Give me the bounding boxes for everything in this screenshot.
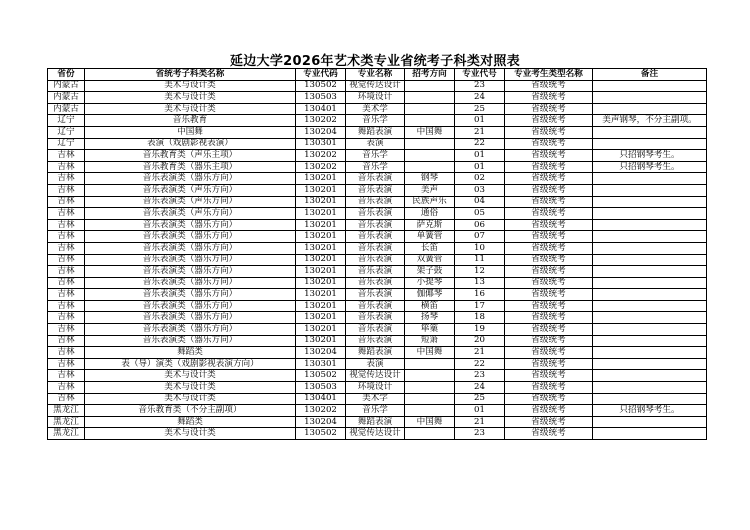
cell-subcategory: 表（导）演类（戏剧影视表演方向） <box>85 358 296 370</box>
cell-remarks <box>593 92 707 104</box>
cell-remarks <box>593 196 707 208</box>
cell-remarks: 只招钢琴考生。 <box>593 161 707 173</box>
cell-major-code: 130201 <box>296 312 346 324</box>
cell-subcategory: 音乐表演类（器乐方向） <box>85 324 296 336</box>
cell-subcategory: 音乐表演类（器乐方向） <box>85 335 296 347</box>
cell-candidate-type: 省级统考 <box>505 428 593 440</box>
cell-candidate-type: 省级统考 <box>505 335 593 347</box>
cell-candidate-type: 省级统考 <box>505 219 593 231</box>
cell-remarks <box>593 416 707 428</box>
cell-province: 吉林 <box>48 184 85 196</box>
table-row <box>48 428 707 440</box>
header-candidate-type: 专业考生类型名称 <box>505 69 593 81</box>
cell-candidate-type: 省级统考 <box>505 266 593 278</box>
cell-major-number: 02 <box>455 173 505 185</box>
cell-subcategory: 音乐表演类（声乐方向） <box>85 208 296 220</box>
cell-province: 吉林 <box>48 266 85 278</box>
cell-direction <box>405 103 455 115</box>
cell-remarks <box>593 347 707 359</box>
cell-candidate-type: 省级统考 <box>505 300 593 312</box>
cell-major-name: 音乐学 <box>346 405 405 417</box>
cell-province: 辽宁 <box>48 126 85 138</box>
cell-major-code: 130201 <box>296 173 346 185</box>
cell-subcategory: 音乐表演类（器乐方向） <box>85 242 296 254</box>
table-row <box>48 405 707 417</box>
cell-major-name: 音乐表演 <box>346 184 405 196</box>
cell-province: 内蒙古 <box>48 92 85 104</box>
cell-candidate-type: 省级统考 <box>505 324 593 336</box>
cell-subcategory: 美术与设计类 <box>85 103 296 115</box>
table-row <box>48 335 707 347</box>
cell-candidate-type: 省级统考 <box>505 358 593 370</box>
table-row <box>48 173 707 185</box>
cell-direction <box>405 115 455 127</box>
cell-remarks <box>593 126 707 138</box>
table-row <box>48 324 707 336</box>
cell-major-name: 舞蹈表演 <box>346 416 405 428</box>
cell-remarks <box>593 266 707 278</box>
cell-subcategory: 音乐表演类（器乐方向） <box>85 173 296 185</box>
cell-province: 吉林 <box>48 277 85 289</box>
cell-province: 吉林 <box>48 300 85 312</box>
cell-province: 黑龙江 <box>48 405 85 417</box>
cell-major-code: 130201 <box>296 324 346 336</box>
cell-direction <box>405 428 455 440</box>
cell-remarks <box>593 358 707 370</box>
cell-direction <box>405 161 455 173</box>
cell-major-name: 音乐学 <box>346 115 405 127</box>
cell-subcategory: 音乐教育类（不分主副项） <box>85 405 296 417</box>
cell-major-number: 22 <box>455 358 505 370</box>
cell-remarks: 美声钢琴，不分主副项。 <box>593 115 707 127</box>
cell-direction: 通俗 <box>405 208 455 220</box>
cell-subcategory: 美术与设计类 <box>85 370 296 382</box>
cell-major-number: 04 <box>455 196 505 208</box>
cell-major-name: 音乐表演 <box>346 312 405 324</box>
cell-remarks <box>593 173 707 185</box>
header-direction: 招考方向 <box>405 69 455 81</box>
cell-province: 吉林 <box>48 196 85 208</box>
cell-major-number: 19 <box>455 324 505 336</box>
cell-direction <box>405 138 455 150</box>
cell-remarks <box>593 393 707 405</box>
table-row <box>48 208 707 220</box>
cell-candidate-type: 省级统考 <box>505 173 593 185</box>
cell-direction: 钢琴 <box>405 173 455 185</box>
cell-subcategory: 美术与设计类 <box>85 382 296 394</box>
table-row <box>48 242 707 254</box>
cell-direction <box>405 150 455 162</box>
cell-major-number: 11 <box>455 254 505 266</box>
cell-province: 吉林 <box>48 358 85 370</box>
cell-candidate-type: 省级统考 <box>505 289 593 301</box>
table-row <box>48 266 707 278</box>
cell-remarks <box>593 324 707 336</box>
table-row <box>48 184 707 196</box>
cell-major-code: 130201 <box>296 242 346 254</box>
cell-remarks <box>593 335 707 347</box>
cell-direction: 中国舞 <box>405 347 455 359</box>
table-body <box>48 80 707 439</box>
cell-subcategory: 音乐表演类（声乐方向） <box>85 184 296 196</box>
cell-direction: 架子鼓 <box>405 266 455 278</box>
cell-province: 吉林 <box>48 324 85 336</box>
cell-major-name: 音乐表演 <box>346 208 405 220</box>
cell-major-name: 音乐表演 <box>346 242 405 254</box>
cell-province: 吉林 <box>48 219 85 231</box>
cell-major-code: 130401 <box>296 103 346 115</box>
cell-candidate-type: 省级统考 <box>505 161 593 173</box>
cell-major-number: 22 <box>455 138 505 150</box>
cell-major-code: 130202 <box>296 150 346 162</box>
cell-province: 辽宁 <box>48 115 85 127</box>
cell-subcategory: 音乐表演类（器乐方向） <box>85 266 296 278</box>
cell-major-name: 音乐表演 <box>346 231 405 243</box>
cell-candidate-type: 省级统考 <box>505 393 593 405</box>
cell-candidate-type: 省级统考 <box>505 242 593 254</box>
table-row <box>48 416 707 428</box>
table-row <box>48 312 707 324</box>
cell-remarks <box>593 208 707 220</box>
cell-subcategory: 中国舞 <box>85 126 296 138</box>
cell-major-number: 12 <box>455 266 505 278</box>
cell-major-number: 06 <box>455 219 505 231</box>
cell-major-number: 01 <box>455 115 505 127</box>
cell-major-number: 21 <box>455 126 505 138</box>
cell-direction: 单簧管 <box>405 231 455 243</box>
cell-major-code: 130201 <box>296 196 346 208</box>
cell-major-name: 视觉传达设计 <box>346 428 405 440</box>
header-major-number: 专业代号 <box>455 69 505 81</box>
cell-remarks <box>593 428 707 440</box>
cell-remarks <box>593 242 707 254</box>
cell-remarks <box>593 80 707 92</box>
cell-remarks <box>593 138 707 150</box>
cell-candidate-type: 省级统考 <box>505 277 593 289</box>
cell-province: 吉林 <box>48 289 85 301</box>
cell-remarks <box>593 184 707 196</box>
cell-direction <box>405 370 455 382</box>
cell-direction <box>405 358 455 370</box>
cell-major-number: 21 <box>455 416 505 428</box>
cell-major-number: 21 <box>455 347 505 359</box>
cell-candidate-type: 省级统考 <box>505 80 593 92</box>
table-row <box>48 358 707 370</box>
cell-direction: 长笛 <box>405 242 455 254</box>
cell-candidate-type: 省级统考 <box>505 416 593 428</box>
cell-major-code: 130503 <box>296 92 346 104</box>
cell-major-number: 10 <box>455 242 505 254</box>
cell-major-name: 美术学 <box>346 103 405 115</box>
header-province: 省份 <box>48 69 85 81</box>
table-row <box>48 103 707 115</box>
cell-province: 内蒙古 <box>48 103 85 115</box>
cell-subcategory: 音乐表演类（声乐方向） <box>85 196 296 208</box>
cell-major-code: 130201 <box>296 335 346 347</box>
cell-major-name: 表演 <box>346 358 405 370</box>
cell-subcategory: 美术与设计类 <box>85 92 296 104</box>
table-row <box>48 161 707 173</box>
cell-major-name: 音乐学 <box>346 161 405 173</box>
cell-direction: 双簧管 <box>405 254 455 266</box>
cell-major-name: 音乐表演 <box>346 196 405 208</box>
cell-major-code: 130204 <box>296 416 346 428</box>
cell-major-name: 舞蹈表演 <box>346 347 405 359</box>
cell-subcategory: 音乐教育 <box>85 115 296 127</box>
comparison-table <box>47 68 707 440</box>
cell-candidate-type: 省级统考 <box>505 138 593 150</box>
cell-major-name: 音乐表演 <box>346 266 405 278</box>
cell-remarks <box>593 277 707 289</box>
cell-direction: 伽倻琴 <box>405 289 455 301</box>
cell-remarks <box>593 289 707 301</box>
cell-direction <box>405 92 455 104</box>
cell-major-number: 16 <box>455 289 505 301</box>
cell-candidate-type: 省级统考 <box>505 196 593 208</box>
cell-remarks <box>593 370 707 382</box>
cell-major-number: 05 <box>455 208 505 220</box>
cell-candidate-type: 省级统考 <box>505 231 593 243</box>
cell-province: 吉林 <box>48 242 85 254</box>
cell-province: 吉林 <box>48 208 85 220</box>
cell-candidate-type: 省级统考 <box>505 92 593 104</box>
cell-major-number: 03 <box>455 184 505 196</box>
cell-major-code: 130201 <box>296 254 346 266</box>
cell-direction: 民族声乐 <box>405 196 455 208</box>
cell-direction: 小提琴 <box>405 277 455 289</box>
cell-direction <box>405 405 455 417</box>
table-row <box>48 196 707 208</box>
cell-remarks <box>593 231 707 243</box>
header-major-name: 专业名称 <box>346 69 405 81</box>
cell-province: 吉林 <box>48 254 85 266</box>
cell-remarks <box>593 382 707 394</box>
cell-province: 辽宁 <box>48 138 85 150</box>
cell-major-number: 24 <box>455 92 505 104</box>
cell-major-code: 130301 <box>296 358 346 370</box>
cell-candidate-type: 省级统考 <box>505 103 593 115</box>
table-row <box>48 126 707 138</box>
cell-subcategory: 音乐表演类（器乐方向） <box>85 277 296 289</box>
cell-candidate-type: 省级统考 <box>505 405 593 417</box>
cell-major-code: 130201 <box>296 219 346 231</box>
cell-major-code: 130201 <box>296 231 346 243</box>
cell-major-number: 17 <box>455 300 505 312</box>
cell-major-name: 视觉传达设计 <box>346 370 405 382</box>
cell-candidate-type: 省级统考 <box>505 126 593 138</box>
table-row <box>48 347 707 359</box>
cell-province: 吉林 <box>48 312 85 324</box>
cell-subcategory: 音乐教育类（声乐主项） <box>85 150 296 162</box>
cell-major-code: 130301 <box>296 138 346 150</box>
cell-major-name: 环境设计 <box>346 92 405 104</box>
cell-province: 吉林 <box>48 393 85 405</box>
cell-major-name: 音乐表演 <box>346 277 405 289</box>
cell-province: 吉林 <box>48 335 85 347</box>
table-row <box>48 289 707 301</box>
table-row <box>48 254 707 266</box>
cell-candidate-type: 省级统考 <box>505 115 593 127</box>
table-row <box>48 382 707 394</box>
cell-major-name: 音乐表演 <box>346 324 405 336</box>
cell-direction <box>405 80 455 92</box>
cell-major-name: 舞蹈表演 <box>346 126 405 138</box>
cell-major-number: 18 <box>455 312 505 324</box>
cell-major-code: 130201 <box>296 266 346 278</box>
header-remarks: 备注 <box>593 69 707 81</box>
cell-major-code: 130201 <box>296 208 346 220</box>
cell-major-number: 25 <box>455 103 505 115</box>
cell-major-name: 音乐表演 <box>346 173 405 185</box>
cell-major-code: 130204 <box>296 126 346 138</box>
cell-major-code: 130502 <box>296 428 346 440</box>
cell-direction: 短箫 <box>405 335 455 347</box>
cell-major-number: 25 <box>455 393 505 405</box>
table-row <box>48 219 707 231</box>
cell-province: 吉林 <box>48 370 85 382</box>
cell-direction: 扬琴 <box>405 312 455 324</box>
table-row <box>48 300 707 312</box>
cell-province: 黑龙江 <box>48 416 85 428</box>
cell-subcategory: 舞蹈类 <box>85 416 296 428</box>
cell-province: 吉林 <box>48 173 85 185</box>
cell-major-code: 130202 <box>296 115 346 127</box>
cell-direction: 美声 <box>405 184 455 196</box>
table-row <box>48 393 707 405</box>
cell-direction <box>405 393 455 405</box>
cell-major-number: 01 <box>455 150 505 162</box>
cell-major-number: 23 <box>455 370 505 382</box>
cell-subcategory: 美术与设计类 <box>85 393 296 405</box>
cell-major-number: 13 <box>455 277 505 289</box>
cell-major-code: 130201 <box>296 289 346 301</box>
cell-subcategory: 美术与设计类 <box>85 80 296 92</box>
cell-direction: 中国舞 <box>405 416 455 428</box>
cell-major-code: 130201 <box>296 184 346 196</box>
cell-province: 黑龙江 <box>48 428 85 440</box>
cell-major-name: 音乐学 <box>346 150 405 162</box>
cell-major-number: 24 <box>455 382 505 394</box>
cell-major-number: 01 <box>455 405 505 417</box>
cell-major-code: 130401 <box>296 393 346 405</box>
cell-major-code: 130202 <box>296 161 346 173</box>
cell-major-name: 表演 <box>346 138 405 150</box>
table-row <box>48 150 707 162</box>
cell-remarks <box>593 219 707 231</box>
header-major-code: 专业代码 <box>296 69 346 81</box>
cell-subcategory: 音乐表演类（器乐方向） <box>85 219 296 231</box>
cell-direction: 横笛 <box>405 300 455 312</box>
cell-major-name: 音乐表演 <box>346 254 405 266</box>
cell-remarks <box>593 254 707 266</box>
cell-remarks <box>593 103 707 115</box>
cell-direction: 萨克斯 <box>405 219 455 231</box>
cell-major-name: 音乐表演 <box>346 289 405 301</box>
cell-major-name: 音乐表演 <box>346 219 405 231</box>
cell-candidate-type: 省级统考 <box>505 254 593 266</box>
cell-major-number: 23 <box>455 80 505 92</box>
cell-direction: 筚篥 <box>405 324 455 336</box>
cell-remarks <box>593 300 707 312</box>
cell-major-code: 130202 <box>296 405 346 417</box>
cell-major-code: 130503 <box>296 382 346 394</box>
table-row <box>48 370 707 382</box>
cell-candidate-type: 省级统考 <box>505 370 593 382</box>
cell-candidate-type: 省级统考 <box>505 382 593 394</box>
cell-major-code: 130201 <box>296 277 346 289</box>
cell-province: 吉林 <box>48 231 85 243</box>
table-row <box>48 80 707 92</box>
cell-major-name: 音乐表演 <box>346 335 405 347</box>
cell-candidate-type: 省级统考 <box>505 208 593 220</box>
cell-major-name: 美术学 <box>346 393 405 405</box>
cell-major-code: 130201 <box>296 300 346 312</box>
cell-major-name: 音乐表演 <box>346 300 405 312</box>
cell-subcategory: 表演（戏剧影视表演） <box>85 138 296 150</box>
cell-province: 吉林 <box>48 161 85 173</box>
cell-direction <box>405 382 455 394</box>
cell-major-code: 130502 <box>296 370 346 382</box>
cell-candidate-type: 省级统考 <box>505 150 593 162</box>
cell-province: 吉林 <box>48 382 85 394</box>
cell-major-number: 01 <box>455 161 505 173</box>
cell-major-code: 130502 <box>296 80 346 92</box>
table-row <box>48 277 707 289</box>
header-subcategory: 省统考子科类名称 <box>85 69 296 81</box>
cell-direction: 中国舞 <box>405 126 455 138</box>
cell-major-number: 07 <box>455 231 505 243</box>
cell-province: 吉林 <box>48 347 85 359</box>
cell-province: 吉林 <box>48 150 85 162</box>
cell-remarks <box>593 312 707 324</box>
cell-subcategory: 舞蹈类 <box>85 347 296 359</box>
cell-candidate-type: 省级统考 <box>505 347 593 359</box>
cell-subcategory: 音乐教育类（器乐主项） <box>85 161 296 173</box>
cell-major-number: 23 <box>455 428 505 440</box>
cell-subcategory: 音乐表演类（器乐方向） <box>85 231 296 243</box>
cell-major-name: 环境设计 <box>346 382 405 394</box>
cell-subcategory: 音乐表演类（器乐方向） <box>85 254 296 266</box>
cell-subcategory: 音乐表演类（器乐方向） <box>85 289 296 301</box>
table-row <box>48 92 707 104</box>
table-row <box>48 231 707 243</box>
cell-remarks: 只招钢琴考生。 <box>593 150 707 162</box>
cell-candidate-type: 省级统考 <box>505 312 593 324</box>
cell-remarks: 只招钢琴考生。 <box>593 405 707 417</box>
cell-subcategory: 音乐表演类（器乐方向） <box>85 312 296 324</box>
table-header-row <box>48 69 707 81</box>
cell-major-name: 视觉传达设计 <box>346 80 405 92</box>
cell-subcategory: 音乐表演类（器乐方向） <box>85 300 296 312</box>
cell-subcategory: 美术与设计类 <box>85 428 296 440</box>
cell-major-code: 130204 <box>296 347 346 359</box>
table-row <box>48 115 707 127</box>
table-row <box>48 138 707 150</box>
cell-candidate-type: 省级统考 <box>505 184 593 196</box>
page-title: 延边大学2026年艺术类专业省统考子科类对照表 <box>229 54 521 69</box>
cell-province: 内蒙古 <box>48 80 85 92</box>
cell-major-number: 20 <box>455 335 505 347</box>
